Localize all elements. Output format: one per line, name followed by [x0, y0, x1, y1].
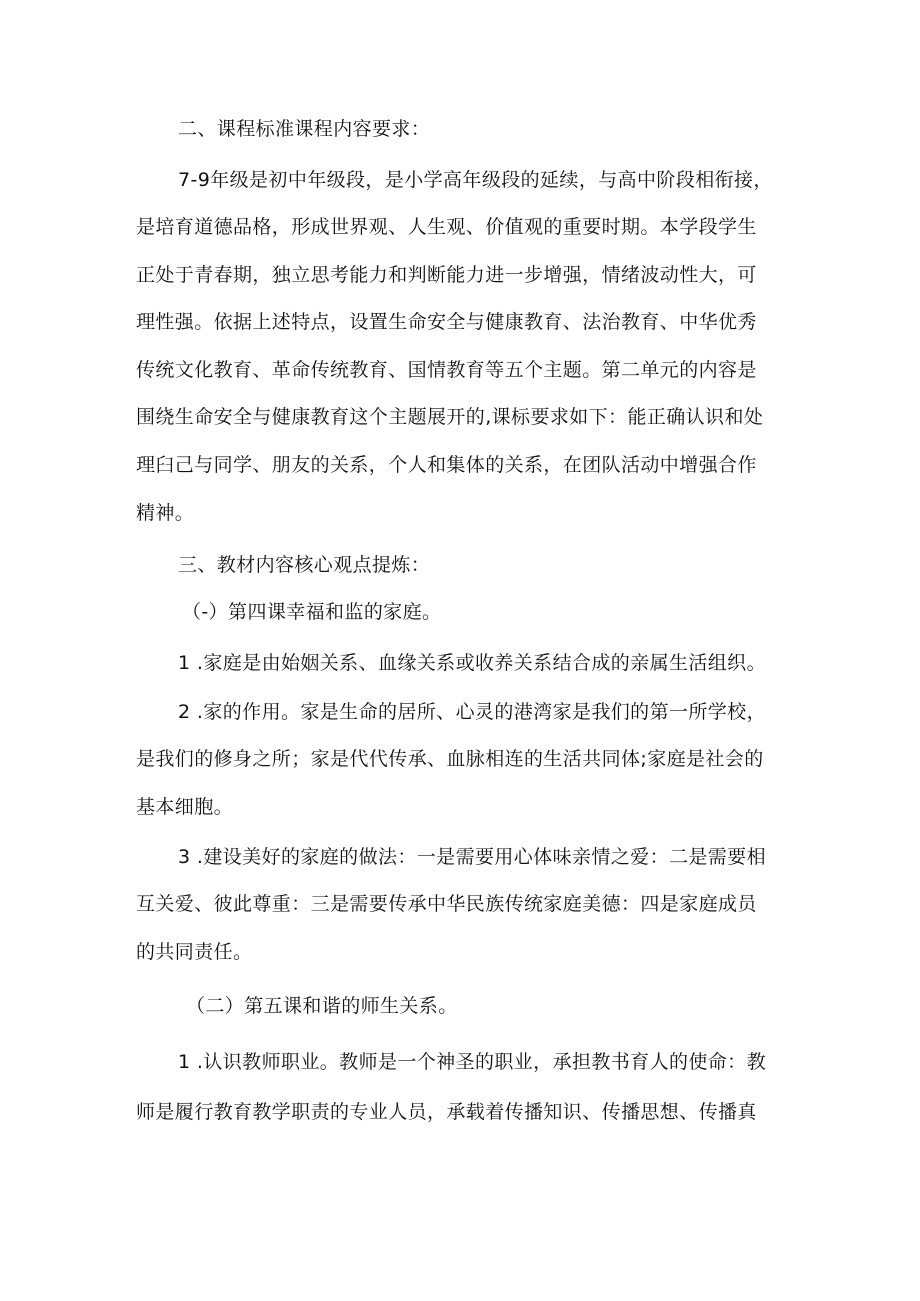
section-three-heading: 三、教材内容核心观点提炼：: [178, 554, 431, 576]
paragraph-line: 的共同责任。: [136, 941, 253, 963]
list-item: 2 .家的作用。家是生命的居所、心灵的港湾家是我们的第一所学校，: [178, 701, 766, 723]
paragraph-line: 精神。: [136, 502, 195, 524]
paragraph-line: 基本细胞。: [136, 796, 234, 818]
list-item: 1 .认识教师职业。教师是一个神圣的职业，承担教书育人的使命：教: [178, 1051, 766, 1073]
paragraph-line: 理性强。依据上述特点，设置生命安全与健康教育、法治教育、中华优秀: [136, 311, 757, 333]
paragraph-line: 师是履行教育教学职责的专业人员，承载着传播知识、传播思想、传播真: [136, 1101, 757, 1123]
lesson-four-heading: （-）第四课幸福和监的家庭。: [182, 601, 442, 623]
paragraph-line: 是我们的修身之所；家是代代传承、血脉相连的生活共同体;家庭是社会的: [136, 748, 764, 770]
paragraph-line: 互关爱、彼此尊重：三是需要传承中华民族传统家庭美德：四是家庭成员: [136, 893, 757, 915]
paragraph-line: 传统文化教育、革命传统教育、国情教育等五个主题。第二单元的内容是: [136, 359, 757, 381]
list-item: 1 .家庭是由始姻关系、血缘关系或收养关系结合成的亲属生活组织。: [178, 652, 766, 674]
paragraph-line: 是培育道德品格，形成世界观、人生观、价值观的重要时期。本学段学生: [136, 216, 757, 238]
paragraph-line: 7-9年级是初中年级段，是小学高年级段的延续，与高中阶段相衔接，: [178, 169, 773, 191]
section-two-heading: 二、课程标准课程内容要求：: [178, 118, 431, 140]
paragraph-line: 正处于青春期，独立思考能力和判断能力进一步增强，情绪波动性大，可: [136, 264, 757, 286]
paragraph-line: 围绕生命安全与健康教育这个主题展开的,课标要求如下：能正确认识和处: [136, 406, 764, 428]
list-item: 3 .建设美好的家庭的做法：一是需要用心体味亲情之爱：二是需要相: [178, 846, 766, 868]
lesson-five-heading: （二）第五课和谐的师生关系。: [186, 995, 458, 1017]
paragraph-line: 理臼己与同学、朋友的关系，个人和集体的关系，在团队活动中增强合作: [136, 454, 757, 476]
